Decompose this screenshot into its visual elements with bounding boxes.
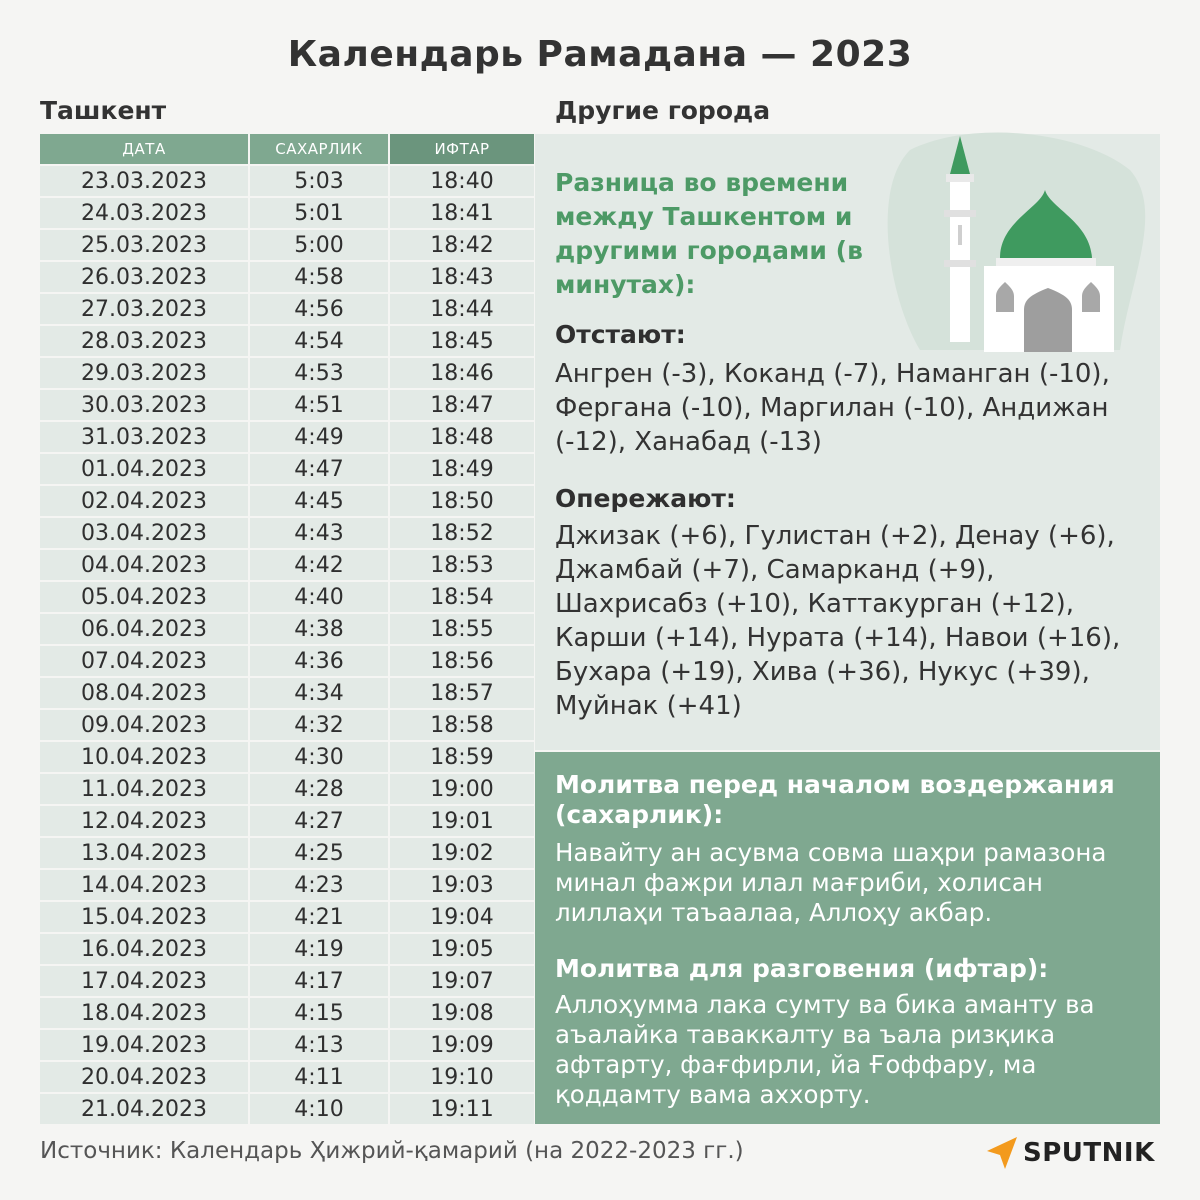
suhoor-cell: 5:01 [250, 196, 388, 228]
table-row [40, 676, 534, 708]
suhoor-cell: 4:51 [250, 388, 388, 420]
behind-cities-text: Ангрен (-3), Коканд (-7), Наманган (-10), Фергана (-10), Маргилан (-10), Андижан (-12), Ханабад (-13) [555, 359, 1110, 457]
iftar-cell: 18:54 [390, 580, 534, 612]
date-cell: 17.04.2023 [40, 964, 248, 996]
suhoor-cell: 4:30 [250, 740, 388, 772]
suhoor-cell: 4:23 [250, 868, 388, 900]
table-row [40, 996, 534, 1028]
iftar-cell: 18:45 [390, 324, 534, 356]
iftar-cell: 19:05 [390, 932, 534, 964]
suhoor-cell: 4:21 [250, 900, 388, 932]
table-row [40, 772, 534, 804]
page-title: Календарь Рамадана — 2023 [287, 34, 913, 75]
suhoor-cell: 4:19 [250, 932, 388, 964]
iftar-cell: 18:40 [390, 164, 534, 196]
iftar-cell: 18:58 [390, 708, 534, 740]
suhoor-cell: 4:10 [250, 1092, 388, 1124]
ahead-cities-text: Джизак (+6), Гулистан (+2), Денау (+6), Джамбай (+7), Самарканд (+9), Шахрисабз (+10), Каттакурган (+12), Карши (+14), Нурата (+14), Навои (+16), Бухара (+19), Хива (+36), Нукус (+39), Муйнак (+41) [555, 521, 1121, 721]
suhoor-prayer-text: Навайту ан асувма совма шаҳри рамазона минал фажри илал мағриби, холисан лиллаҳи таъаалаа, Аллоҳу акбар. [555, 838, 1107, 927]
suhoor-cell: 4:58 [250, 260, 388, 292]
date-cell: 27.03.2023 [40, 292, 248, 324]
sputnik-logo-icon [985, 1135, 1019, 1171]
suhoor-cell: 4:11 [250, 1060, 388, 1092]
iftar-cell: 19:01 [390, 804, 534, 836]
date-cell: 04.04.2023 [40, 548, 248, 580]
table-row [40, 484, 534, 516]
date-cell: 02.04.2023 [40, 484, 248, 516]
date-cell: 29.03.2023 [40, 356, 248, 388]
iftar-cell: 19:00 [390, 772, 534, 804]
iftar-cell: 18:47 [390, 388, 534, 420]
table-row [40, 868, 534, 900]
suhoor-cell: 4:13 [250, 1028, 388, 1060]
iftar-cell: 19:07 [390, 964, 534, 996]
date-cell: 13.04.2023 [40, 836, 248, 868]
table-row [40, 1092, 534, 1124]
table-row [40, 420, 534, 452]
suhoor-cell: 4:15 [250, 996, 388, 1028]
iftar-cell: 18:57 [390, 676, 534, 708]
suhoor-cell: 4:17 [250, 964, 388, 996]
table-row [40, 164, 534, 196]
suhoor-cell: 4:53 [250, 356, 388, 388]
table-row [40, 708, 534, 740]
iftar-cell: 18:49 [390, 452, 534, 484]
table-row [40, 388, 534, 420]
ramadan-schedule-table [40, 134, 534, 1124]
table-row [40, 228, 534, 260]
suhoor-cell: 4:56 [250, 292, 388, 324]
iftar-cell: 19:03 [390, 868, 534, 900]
date-cell: 20.04.2023 [40, 1060, 248, 1092]
table-row [40, 932, 534, 964]
table-row [40, 740, 534, 772]
iftar-cell: 18:55 [390, 612, 534, 644]
prayers-panel [535, 752, 1160, 1124]
table-row [40, 452, 534, 484]
table-row [40, 1060, 534, 1092]
date-cell: 25.03.2023 [40, 228, 248, 260]
behind-label: Отстают: [555, 320, 686, 349]
iftar-cell: 18:59 [390, 740, 534, 772]
table-row [40, 260, 534, 292]
suhoor-cell: 4:49 [250, 420, 388, 452]
table-row [40, 580, 534, 612]
suhoor-cell: 5:00 [250, 228, 388, 260]
suhoor-cell: 4:32 [250, 708, 388, 740]
date-cell: 21.04.2023 [40, 1092, 248, 1124]
header-date: ДАТА [40, 134, 248, 164]
iftar-cell: 19:10 [390, 1060, 534, 1092]
time-difference-title: Разница во времени между Ташкентом и другими городами (в минутах): [555, 168, 863, 299]
iftar-cell: 18:42 [390, 228, 534, 260]
table-row [40, 324, 534, 356]
suhoor-cell: 4:28 [250, 772, 388, 804]
iftar-cell: 18:52 [390, 516, 534, 548]
table-row [40, 196, 534, 228]
iftar-cell: 18:41 [390, 196, 534, 228]
date-cell: 09.04.2023 [40, 708, 248, 740]
date-cell: 10.04.2023 [40, 740, 248, 772]
iftar-cell: 19:09 [390, 1028, 534, 1060]
iftar-cell: 18:43 [390, 260, 534, 292]
date-cell: 11.04.2023 [40, 772, 248, 804]
suhoor-cell: 5:03 [250, 164, 388, 196]
suhoor-cell: 4:54 [250, 324, 388, 356]
mosque-illustration [880, 130, 1150, 360]
date-cell: 15.04.2023 [40, 900, 248, 932]
table-body [40, 164, 534, 1124]
table-row [40, 548, 534, 580]
table-row [40, 804, 534, 836]
table-row [40, 612, 534, 644]
iftar-cell: 18:46 [390, 356, 534, 388]
date-cell: 05.04.2023 [40, 580, 248, 612]
table-row [40, 356, 534, 388]
date-cell: 24.03.2023 [40, 196, 248, 228]
ahead-label: Опережают: [555, 484, 736, 513]
iftar-prayer-text: Аллоҳумма лака сумту ва бика аманту ва аъалайка таваккалту ва ъала ризқика афтарту, фағфирли, йа Ғоффару, ма қоддамту вама аххорту. [555, 990, 1095, 1109]
other-cities-heading: Другие города [555, 96, 771, 125]
date-cell: 07.04.2023 [40, 644, 248, 676]
suhoor-prayer-title: Молитва перед началом воздержания (сахарлик): [555, 770, 1115, 829]
date-cell: 31.03.2023 [40, 420, 248, 452]
iftar-cell: 18:50 [390, 484, 534, 516]
date-cell: 28.03.2023 [40, 324, 248, 356]
date-cell: 23.03.2023 [40, 164, 248, 196]
tashkent-heading: Ташкент [40, 96, 167, 125]
date-cell: 16.04.2023 [40, 932, 248, 964]
iftar-cell: 19:02 [390, 836, 534, 868]
suhoor-cell: 4:36 [250, 644, 388, 676]
table-row [40, 836, 534, 868]
suhoor-cell: 4:38 [250, 612, 388, 644]
date-cell: 01.04.2023 [40, 452, 248, 484]
table-row [40, 292, 534, 324]
iftar-cell: 19:04 [390, 900, 534, 932]
table-row [40, 900, 534, 932]
date-cell: 26.03.2023 [40, 260, 248, 292]
iftar-cell: 18:53 [390, 548, 534, 580]
header-suhoor: САХАРЛИК [250, 134, 388, 164]
table-header-row [40, 134, 534, 164]
table-row [40, 644, 534, 676]
iftar-prayer-title: Молитва для разговения (ифтар): [555, 954, 1049, 983]
suhoor-cell: 4:45 [250, 484, 388, 516]
iftar-cell: 19:11 [390, 1092, 534, 1124]
iftar-cell: 19:08 [390, 996, 534, 1028]
suhoor-cell: 4:25 [250, 836, 388, 868]
suhoor-cell: 4:43 [250, 516, 388, 548]
source-note: Источник: Календарь Ҳижрий-қамарий (на 2022-2023 гг.) [40, 1138, 744, 1164]
iftar-cell: 18:48 [390, 420, 534, 452]
date-cell: 08.04.2023 [40, 676, 248, 708]
date-cell: 03.04.2023 [40, 516, 248, 548]
date-cell: 30.03.2023 [40, 388, 248, 420]
suhoor-cell: 4:47 [250, 452, 388, 484]
date-cell: 19.04.2023 [40, 1028, 248, 1060]
date-cell: 12.04.2023 [40, 804, 248, 836]
sputnik-logo-text: SPUTNIK [1023, 1138, 1155, 1168]
iftar-cell: 18:56 [390, 644, 534, 676]
table-row [40, 964, 534, 996]
sputnik-logo [985, 1135, 1155, 1171]
table-row [40, 516, 534, 548]
table-row [40, 1028, 534, 1060]
iftar-cell: 18:44 [390, 292, 534, 324]
date-cell: 06.04.2023 [40, 612, 248, 644]
header-iftar: ИФТАР [390, 134, 534, 164]
date-cell: 18.04.2023 [40, 996, 248, 1028]
suhoor-cell: 4:40 [250, 580, 388, 612]
suhoor-cell: 4:27 [250, 804, 388, 836]
suhoor-cell: 4:34 [250, 676, 388, 708]
suhoor-cell: 4:42 [250, 548, 388, 580]
date-cell: 14.04.2023 [40, 868, 248, 900]
